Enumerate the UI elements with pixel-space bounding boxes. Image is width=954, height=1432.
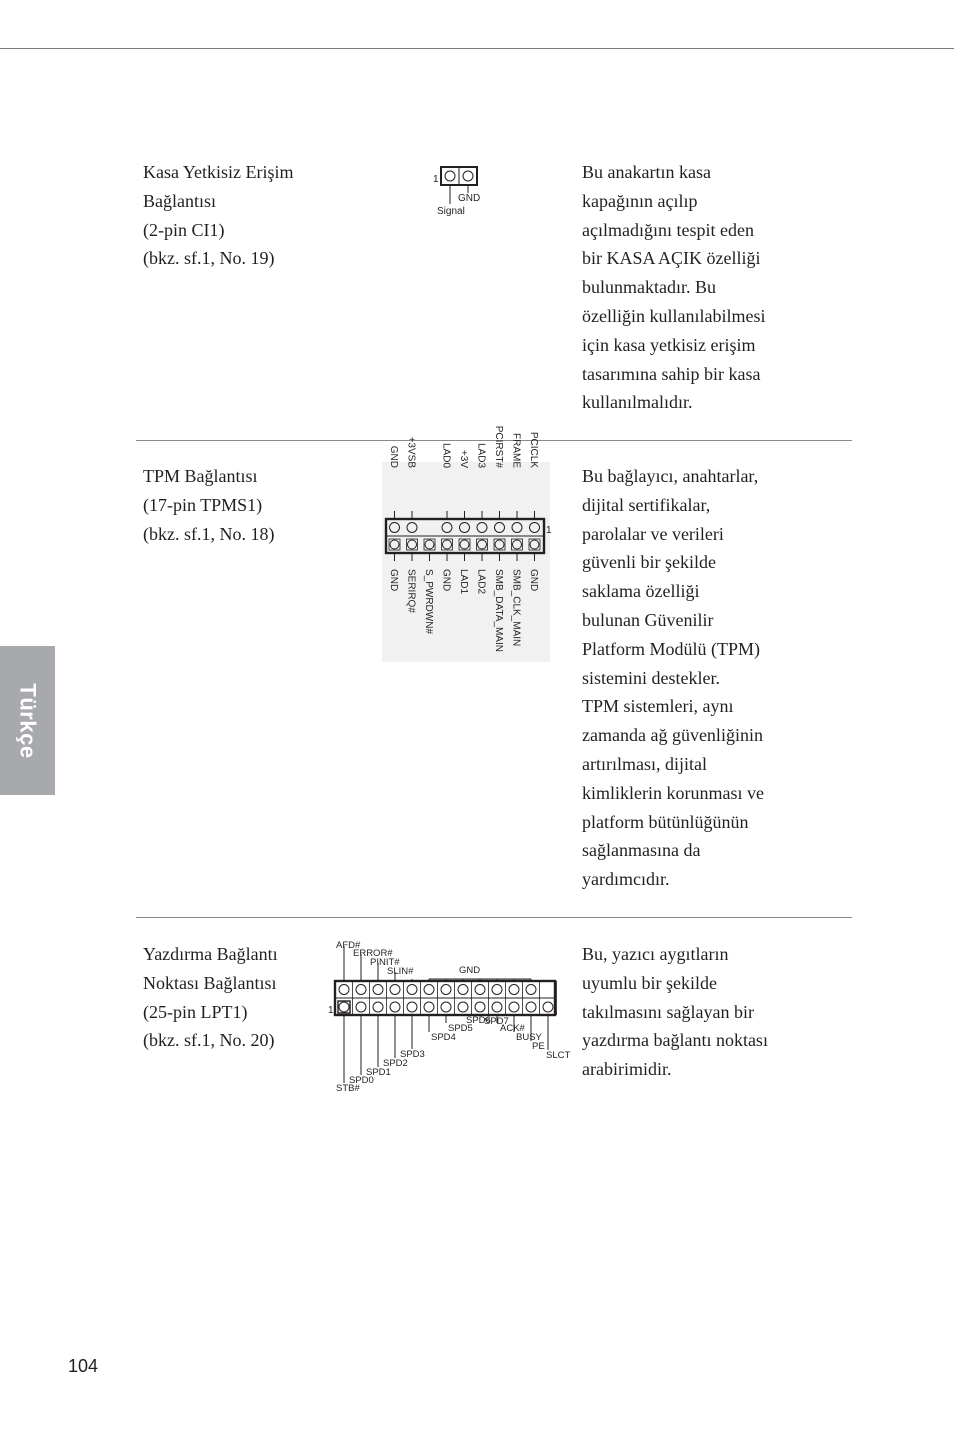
pin	[458, 985, 468, 995]
gnd-label: GND	[458, 193, 481, 204]
pin1-label: 1	[546, 525, 552, 536]
desc-line: uyumlu bir şekilde	[582, 972, 717, 993]
section-divider	[136, 917, 852, 918]
desc-line: kullanılmalıdır.	[582, 392, 693, 413]
pin	[424, 985, 434, 995]
key-pin	[425, 523, 435, 533]
pin	[373, 985, 383, 995]
tpm-bottom-label: LAD2	[475, 569, 487, 595]
lpt-top-label: GND	[459, 965, 481, 976]
lpt-bottom-label: SPD6	[466, 1015, 491, 1026]
section-title-case-open	[143, 158, 383, 273]
tpm-top-label: PCIRST#	[493, 425, 504, 468]
desc-line: dijital sertifikalar,	[582, 494, 711, 515]
lpt-bottom-label: ACK#	[500, 1023, 525, 1034]
tpm-top-label: GND	[388, 445, 399, 468]
lpt-bottom-label: SPD4	[431, 1032, 456, 1043]
diagram-background	[382, 462, 550, 662]
pin	[475, 1002, 485, 1012]
pin	[407, 985, 417, 995]
title-line: Noktası Bağlantısı	[143, 972, 277, 993]
case-open-header-diagram	[430, 164, 490, 218]
section-desc-lpt	[582, 940, 802, 1084]
pin	[373, 1002, 383, 1012]
lpt-bottom-label: SLCT	[546, 1050, 571, 1061]
desc-line: için kasa yetkisiz erişim	[582, 334, 756, 355]
lpt-bottom-labels	[336, 1015, 570, 1094]
title-line: Kasa Yetkisiz Erişim	[143, 162, 294, 182]
desc-line: kimliklerin korunması ve	[582, 782, 764, 803]
pin	[339, 985, 349, 995]
desc-line: artırılması, dijital	[582, 753, 707, 774]
lpt-bottom-label: SPD5	[448, 1023, 473, 1034]
pin	[441, 1002, 451, 1012]
lpt-top-label: PINIT#	[370, 957, 400, 968]
section-desc-case-open	[582, 158, 802, 417]
lpt-header-diagram	[326, 934, 571, 1098]
tpm-top-label: FRAME	[510, 433, 522, 468]
title-line: (bkz. sf.1, No. 20)	[143, 1030, 275, 1051]
section-desc-tpm	[582, 462, 802, 894]
pin	[492, 1002, 502, 1012]
pin	[463, 171, 473, 181]
title-line: (bkz. sf.1, No. 19)	[143, 248, 275, 269]
tpm-header-diagram	[382, 425, 552, 662]
desc-line: sağlanmasına da	[582, 840, 701, 861]
pin	[445, 171, 455, 181]
tpm-top-label: PCICLK	[528, 431, 539, 468]
pin	[509, 985, 519, 995]
tpm-bottom-label: S_PWRDWN#	[423, 569, 434, 635]
pin	[475, 985, 485, 995]
desc-line: bulunan Güvenilir	[582, 609, 714, 630]
pin	[458, 1002, 468, 1012]
tpm-bottom-label: SMB_DATA_MAIN	[493, 569, 504, 652]
lpt-bottom-label: PE	[532, 1041, 545, 1052]
tpm-top-labels	[388, 426, 539, 469]
pin	[424, 1002, 434, 1012]
pin	[390, 1002, 400, 1012]
tpm-bottom-label: GND	[528, 569, 539, 592]
page-number: 104	[68, 1356, 99, 1376]
pin	[509, 1002, 519, 1012]
desc-line: bulunmaktadır. Bu	[582, 277, 716, 298]
desc-line: yardımcıdır.	[582, 869, 670, 890]
language-label: Türkçe	[15, 682, 41, 759]
lpt-top-label: SLIN#	[387, 966, 414, 977]
lpt-bottom-label: SPD3	[400, 1049, 425, 1060]
pin	[339, 1002, 349, 1012]
desc-line: platform bütünlüğünün	[582, 811, 749, 832]
title-line: (bkz. sf.1, No. 18)	[143, 523, 275, 544]
pin	[526, 1002, 536, 1012]
title-line: (25-pin LPT1)	[143, 1001, 248, 1022]
title-line: Yazdırma Bağlantı	[143, 944, 278, 964]
tpm-bottom-label: GND	[388, 569, 399, 592]
desc-line: özelliğin kullanılabilmesi	[582, 305, 766, 326]
pin1-label: 1	[433, 174, 439, 185]
language-side-tab	[0, 646, 55, 795]
pin	[356, 985, 366, 995]
pin	[492, 985, 502, 995]
pin1-square	[338, 1001, 350, 1013]
pin	[441, 985, 451, 995]
tpm-bottom-label: LAD1	[458, 569, 469, 595]
desc-line: yazdırma bağlantı noktası	[582, 1030, 768, 1051]
desc-line: TPM sistemleri, aynı	[582, 696, 734, 717]
pin	[407, 1002, 417, 1012]
pin	[526, 985, 536, 995]
title-line: TPM Bağlantısı	[143, 466, 258, 486]
tpm-top-label: LAD3	[475, 442, 487, 468]
desc-line: takılmasını sağlayan bir	[582, 1001, 754, 1022]
title-line: Bağlantısı	[143, 190, 216, 211]
desc-line: Bu, yazıcı aygıtların	[582, 944, 729, 964]
tpm-top-label: +3V	[458, 449, 469, 468]
lpt-bottom-label: SPD7	[484, 1016, 509, 1027]
desc-line: güvenli bir şekilde	[582, 552, 716, 573]
tpm-bottom-label: SMB_CLK_MAIN	[510, 569, 522, 647]
section-title-tpm	[143, 462, 383, 548]
lpt-bottom-label: BUSY	[516, 1032, 542, 1043]
pin	[543, 1002, 553, 1012]
lpt-top-label: ERROR#	[353, 948, 393, 959]
tpm-top-label: +3VSB	[405, 436, 417, 468]
title-line: (17-pin TPMS1)	[143, 494, 263, 515]
desc-line: Platform Modülü (TPM)	[582, 638, 760, 659]
desc-line: Bu bağlayıcı, anahtarlar,	[582, 466, 759, 486]
desc-line: zamanda ağ güvenliğinin	[582, 725, 763, 746]
lpt-bottom-label: STB#	[336, 1083, 360, 1094]
desc-line: arabirimidir.	[582, 1059, 672, 1080]
desc-line: kapağının açılıp	[582, 190, 698, 211]
desc-line: tasarımına sahip bir kasa	[582, 363, 761, 384]
desc-line: Bu anakartın kasa	[582, 162, 711, 182]
lpt-top-label: AFD#	[336, 940, 361, 951]
tpm-bottom-label: SERIRQ#	[405, 569, 417, 613]
signal-label: Signal	[437, 206, 465, 217]
desc-line: bir KASA AÇIK özelliği	[582, 248, 761, 269]
desc-line: sistemini destekler.	[582, 667, 720, 688]
lpt-bottom-label: SPD0	[349, 1075, 374, 1086]
lpt-bottom-label: SPD1	[366, 1067, 391, 1078]
tpm-bottom-label: GND	[440, 569, 452, 592]
tpm-top-label: LAD0	[440, 442, 452, 468]
title-line: (2-pin CI1)	[143, 219, 225, 240]
desc-line: açılmadığını tespit eden	[582, 219, 754, 240]
desc-line: parolalar ve verileri	[582, 523, 724, 544]
desc-line: saklama özelliği	[582, 581, 700, 602]
pin1-label: 1	[328, 1005, 334, 1016]
pin	[390, 985, 400, 995]
top-rule	[0, 48, 954, 49]
lpt-bottom-label: SPD2	[383, 1058, 408, 1069]
lpt-top-labels	[336, 940, 480, 977]
pin	[356, 1002, 366, 1012]
